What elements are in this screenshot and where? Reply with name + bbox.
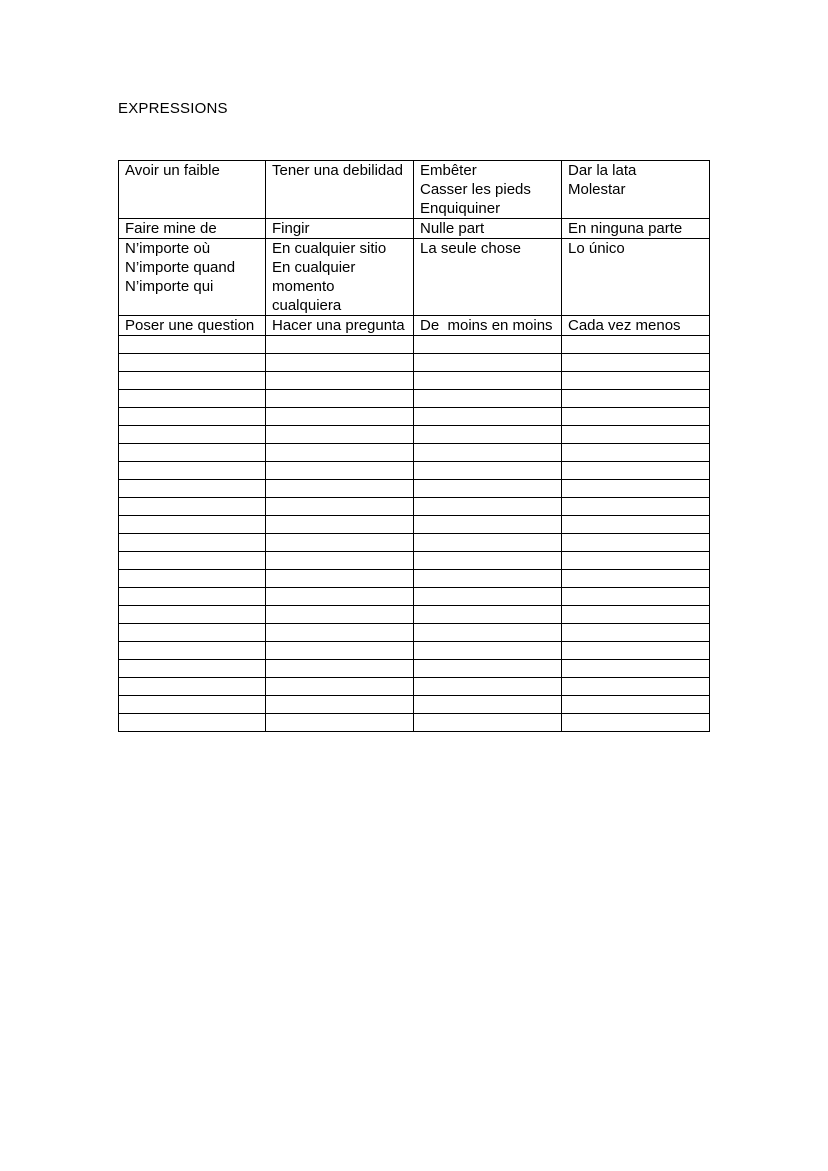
empty-table-cell (414, 336, 562, 354)
empty-table-cell (119, 516, 266, 534)
table-cell (119, 161, 266, 219)
empty-table-row (119, 426, 710, 444)
empty-table-cell (562, 696, 710, 714)
empty-table-row (119, 372, 710, 390)
empty-table-cell (119, 390, 266, 408)
empty-table-row (119, 678, 710, 696)
empty-table-cell (266, 570, 414, 588)
cell-line: N’importe qui (125, 278, 214, 295)
empty-table-cell (266, 534, 414, 552)
empty-table-cell (119, 354, 266, 372)
empty-table-cell (266, 354, 414, 372)
empty-table-cell (119, 444, 266, 462)
empty-table-cell (562, 480, 710, 498)
empty-table-cell (119, 714, 266, 732)
table-cell (119, 316, 266, 336)
cell-line: Poser une question (125, 317, 255, 334)
empty-table-row (119, 444, 710, 462)
table-cell (266, 316, 414, 336)
cell-line: Dar la lata (568, 162, 637, 179)
table-cell (414, 161, 562, 219)
table-cell (266, 219, 414, 239)
empty-table-cell (266, 678, 414, 696)
empty-table-cell (562, 408, 710, 426)
cell-line: Fingir (272, 220, 310, 237)
empty-table-cell (119, 606, 266, 624)
cell-line: Cada vez menos (568, 317, 681, 334)
expressions-table (118, 160, 710, 732)
empty-table-cell (119, 498, 266, 516)
table-cell (562, 239, 710, 316)
empty-table-cell (414, 408, 562, 426)
empty-table-cell (562, 714, 710, 732)
empty-table-row (119, 354, 710, 372)
empty-table-row (119, 480, 710, 498)
empty-table-cell (266, 696, 414, 714)
empty-table-cell (119, 552, 266, 570)
cell-line: De moins en moins (420, 317, 553, 334)
empty-table-cell (119, 534, 266, 552)
table-cell (119, 239, 266, 316)
cell-line: La seule chose (420, 240, 521, 257)
empty-table-cell (414, 606, 562, 624)
cell-line: cualquiera (272, 297, 342, 314)
empty-table-cell (266, 714, 414, 732)
empty-table-cell (414, 624, 562, 642)
empty-table-cell (562, 444, 710, 462)
cell-line: En cualquier momento (272, 259, 360, 295)
empty-table-cell (266, 588, 414, 606)
cell-line: Nulle part (420, 220, 485, 237)
empty-table-row (119, 516, 710, 534)
empty-table-cell (414, 390, 562, 408)
empty-table-row (119, 552, 710, 570)
empty-table-cell (266, 462, 414, 480)
empty-table-row (119, 696, 710, 714)
table-cell (414, 239, 562, 316)
empty-table-cell (119, 462, 266, 480)
empty-table-row (119, 390, 710, 408)
empty-table-row (119, 642, 710, 660)
empty-table-cell (414, 552, 562, 570)
cell-line: N’importe quand (125, 259, 236, 276)
empty-table-row (119, 408, 710, 426)
empty-table-cell (562, 606, 710, 624)
table-row (119, 161, 710, 219)
empty-table-row (119, 714, 710, 732)
empty-table-cell (562, 570, 710, 588)
empty-table-cell (562, 462, 710, 480)
empty-table-cell (562, 498, 710, 516)
empty-table-cell (266, 444, 414, 462)
empty-table-row (119, 570, 710, 588)
empty-table-cell (414, 462, 562, 480)
cell-line: En cualquier sitio (272, 240, 387, 257)
empty-table-cell (119, 624, 266, 642)
empty-table-cell (266, 336, 414, 354)
empty-table-cell (119, 696, 266, 714)
empty-table-cell (266, 390, 414, 408)
empty-table-cell (119, 570, 266, 588)
empty-table-row (119, 588, 710, 606)
empty-table-cell (562, 552, 710, 570)
empty-table-cell (414, 696, 562, 714)
table-row (119, 316, 710, 336)
empty-table-cell (414, 426, 562, 444)
empty-table-cell (562, 660, 710, 678)
empty-table-cell (119, 480, 266, 498)
table-cell (562, 316, 710, 336)
empty-table-cell (266, 552, 414, 570)
cell-line: Tener una debilidad (272, 162, 403, 179)
empty-table-cell (119, 372, 266, 390)
empty-table-cell (414, 354, 562, 372)
empty-table-cell (562, 372, 710, 390)
empty-table-cell (119, 426, 266, 444)
table-cell (562, 219, 710, 239)
table-cell (266, 239, 414, 316)
document-title: EXPRESSIONS (118, 100, 228, 117)
empty-table-cell (414, 714, 562, 732)
table-cell (266, 161, 414, 219)
empty-table-cell (266, 624, 414, 642)
cell-line: Enquiquiner (420, 200, 501, 217)
table-row (119, 239, 710, 316)
table-cell (414, 219, 562, 239)
empty-table-cell (414, 480, 562, 498)
empty-table-row (119, 660, 710, 678)
empty-table-cell (414, 570, 562, 588)
empty-table-row (119, 336, 710, 354)
empty-table-cell (414, 372, 562, 390)
cell-line: Casser les pieds (420, 181, 531, 198)
empty-table-row (119, 624, 710, 642)
table-row (119, 219, 710, 239)
empty-table-cell (266, 426, 414, 444)
table-body (119, 161, 710, 732)
empty-table-cell (562, 426, 710, 444)
cell-line: Avoir un faible (125, 162, 220, 179)
empty-table-cell (119, 588, 266, 606)
empty-table-cell (266, 516, 414, 534)
empty-table-cell (562, 516, 710, 534)
empty-table-cell (562, 678, 710, 696)
cell-line: En ninguna parte (568, 220, 683, 237)
empty-table-cell (414, 498, 562, 516)
empty-table-cell (266, 606, 414, 624)
empty-table-cell (119, 642, 266, 660)
cell-line: Embêter (420, 162, 477, 179)
empty-table-cell (119, 336, 266, 354)
empty-table-cell (266, 480, 414, 498)
table-cell (119, 219, 266, 239)
empty-table-cell (414, 642, 562, 660)
empty-table-row (119, 498, 710, 516)
empty-table-row (119, 606, 710, 624)
cell-line: Faire mine de (125, 220, 217, 237)
empty-table-cell (414, 534, 562, 552)
empty-table-cell (562, 624, 710, 642)
empty-table-cell (562, 390, 710, 408)
cell-line: Lo único (568, 240, 625, 257)
empty-table-cell (119, 678, 266, 696)
empty-table-cell (562, 588, 710, 606)
empty-table-cell (562, 642, 710, 660)
empty-table-cell (414, 588, 562, 606)
empty-table-cell (414, 444, 562, 462)
empty-table-cell (119, 408, 266, 426)
cell-line: N’importe où (125, 240, 211, 257)
cell-line: Molestar (568, 181, 626, 198)
empty-table-cell (414, 678, 562, 696)
table-cell (414, 316, 562, 336)
empty-table-cell (266, 642, 414, 660)
empty-table-cell (562, 354, 710, 372)
empty-table-cell (266, 498, 414, 516)
empty-table-cell (562, 336, 710, 354)
empty-table-cell (266, 660, 414, 678)
empty-table-cell (562, 534, 710, 552)
empty-table-cell (414, 516, 562, 534)
empty-table-cell (414, 660, 562, 678)
cell-line: Hacer una pregunta (272, 317, 405, 334)
empty-table-row (119, 462, 710, 480)
table-cell (562, 161, 710, 219)
empty-table-cell (119, 660, 266, 678)
empty-table-row (119, 534, 710, 552)
empty-table-cell (266, 372, 414, 390)
empty-table-cell (266, 408, 414, 426)
